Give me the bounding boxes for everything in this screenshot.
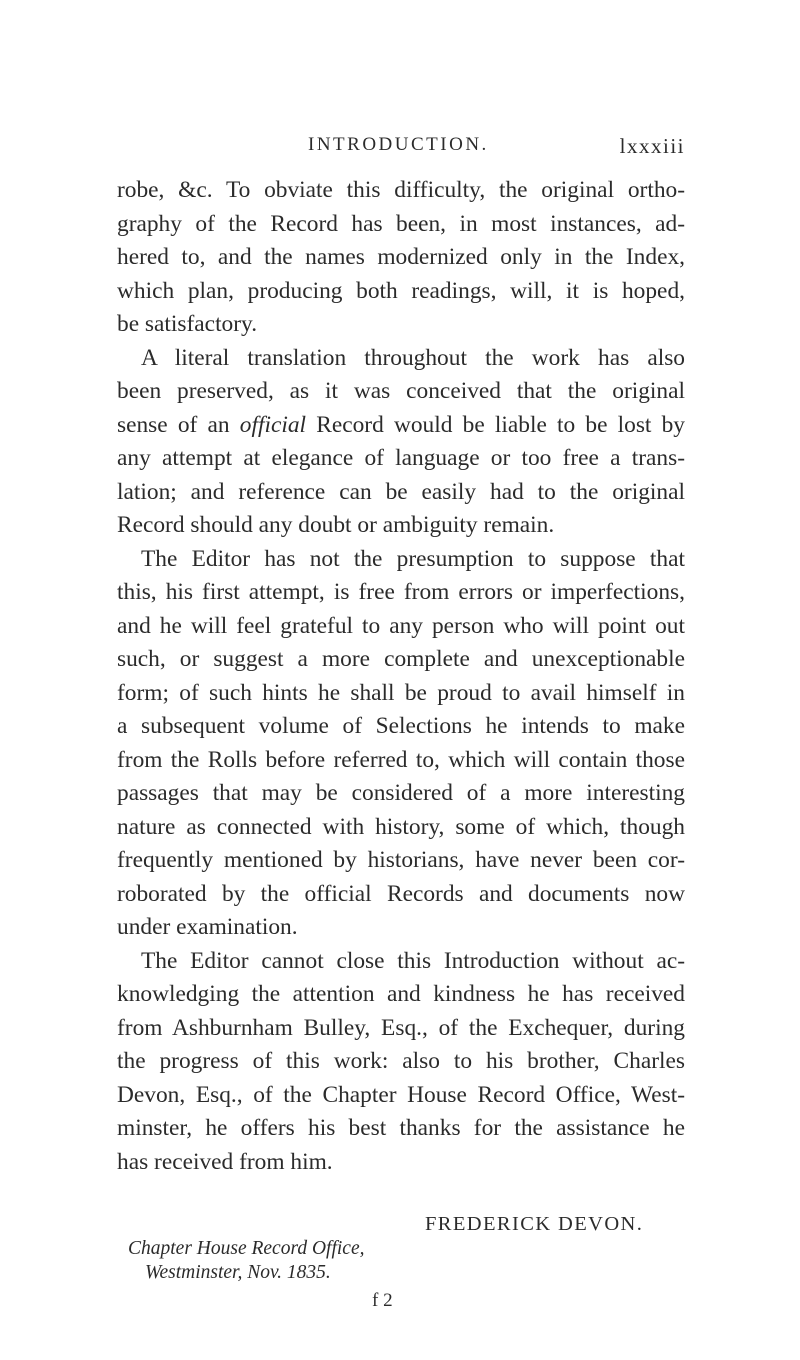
text-line: which plan, producing both readings, will, it is hoped, [117,277,685,304]
paragraph-start-line: The Editor cannot close this Introduction without ac- [141,947,685,974]
running-head [118,134,685,164]
signature-name: FREDERICK DEVON. [425,1213,644,1235]
signature-place-line: Chapter House Record Office, [128,1238,365,1259]
text-line: graphy of the Record has been, in most instances, ad- [117,210,685,237]
signature-place-line: Westminster, Nov. 1835. [145,1262,331,1283]
body-text [117,174,685,1179]
text-line: Devon, Esq., of the Chapter House Record Office, West- [117,1081,685,1108]
text-line: frequently mentioned by historians, have never been cor- [117,847,685,873]
text-line: from the Rolls before referred to, which will contain those [117,746,685,773]
text-line: passages that may be considered of a more interesting [117,780,685,806]
text-line: be satisfactory. [117,311,258,337]
text-line: this, his first attempt, is free from errors or imperfections, [117,579,685,605]
text-line: has received from him. [117,1148,333,1175]
text-line-with-italic [117,409,685,443]
text-line: form; of such hints he shall be proud to avail himself in [117,679,685,706]
text-line: under examination. [117,914,298,940]
paragraph-start-line: A literal translation throughout the work has also [141,344,685,371]
text-line: Record should any doubt or ambiguity remain. [117,512,555,538]
text-line: from Ashburnham Bulley, Esq., of the Exchequer, during [117,1014,685,1041]
text-line: any attempt at elegance of language or too free a trans- [117,445,685,471]
signature-mark: f 2 [372,1290,393,1311]
text-line: lation; and reference can be easily had to the original [117,478,685,505]
italic-word: official [239,411,307,438]
text-line: the progress of this work: also to his brother, Charles [117,1048,685,1074]
text-line: robe, &c. To obviate this difficulty, the original ortho- [117,177,685,203]
text-line: such, or suggest a more complete and unexceptionable [117,646,685,672]
text-line: nature as connected with history, some of which, though [117,813,685,840]
paragraph-start-line: The Editor has not the presumption to suppose that [141,545,685,572]
text-line: hered to, and the names modernized only in the Index, [117,244,685,270]
text-line: been preserved, as it was conceived that the original [117,378,685,404]
text-line: a subsequent volume of Selections he intends to make [117,713,685,739]
text-segment: sense of an [117,411,230,438]
text-line: minster, he offers his best thanks for the assistance he [117,1115,685,1141]
page-number: lxxxiii [619,134,685,158]
text-line: roborated by the official Records and documents now [117,880,685,907]
text-line: knowledging the attention and kindness he has received [117,981,685,1007]
text-segment: Record would be liable to be lost by [316,411,686,438]
running-title: INTRODUCTION. [308,134,489,155]
text-line: and he will feel grateful to any person who will point out [117,612,685,639]
